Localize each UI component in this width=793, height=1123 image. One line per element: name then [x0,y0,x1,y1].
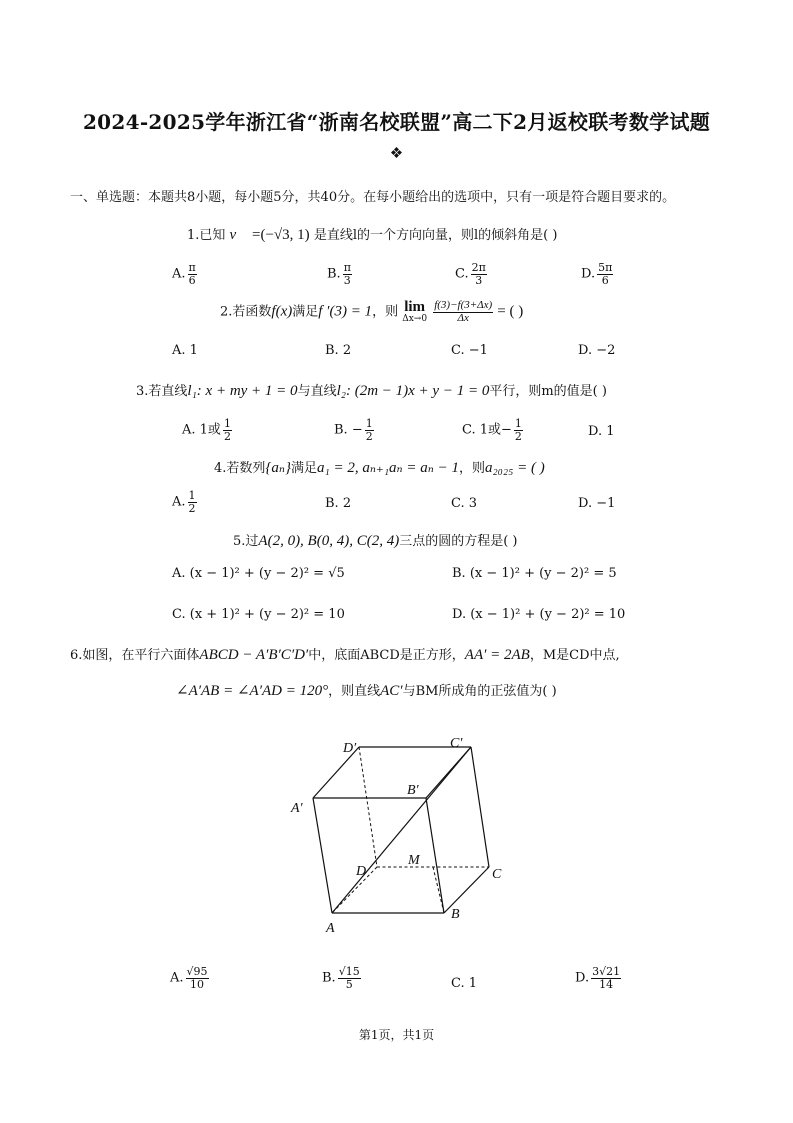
question-6-stem-line1 [70,644,620,664]
title-ornament: ❖ [389,144,404,162]
q2-option-b: B. 2 [325,343,352,358]
q2-condition: f ′(3) = 1 [318,303,373,320]
diagonal-a-c1 [332,747,471,913]
q2-end: = ( ) [497,303,524,320]
q6-option-a [170,966,209,990]
q6-line-ac: AC′ [380,683,403,699]
q4-option-c: C. 3 [451,496,478,511]
q1-c-den: 3 [475,273,483,287]
q6-a-num: √95 [186,965,208,978]
q3-text3: 平行，则m的值是( ) [489,384,607,399]
q4-condition: a₁ = 2, aₙ₊₁aₙ = aₙ − 1 [317,460,459,476]
q4-target: a₂₀₂₅ = ( ) [484,460,545,476]
hidden-edge-d1-d [359,747,377,867]
q1-option-b-fraction [343,262,352,286]
q6-text2: 中，底面ABCD是正方形， [308,648,465,663]
q1-b-den: 3 [343,273,351,287]
edge-b1-b [426,798,444,913]
q6-solid: ABCD − A′B′C′D′ [199,647,309,663]
q6-a-den: 10 [190,977,205,991]
q1-suffix: 是直线l的一个方向向量，则l的倾斜角是( ) [313,228,558,243]
q1-option-a [172,262,197,286]
hidden-edge-d-a [332,867,377,913]
q6-option-d [575,966,621,990]
q3-option-b-label: B. − [334,422,363,438]
q2-prefix: 2.若函数 [220,304,272,320]
q2-mid: 满足 [292,304,319,320]
q1-option-d [581,262,613,286]
q1-a-num: π [188,261,196,274]
edge-a1-a [313,798,332,913]
q1-vector: v⃗ [229,227,248,243]
q3-option-a-fraction [223,418,232,442]
question-5-stem [233,530,518,550]
question-6-stem-line2 [176,680,557,700]
q2-function: f(x) [271,303,293,320]
q6-option-d-label: D. [575,970,590,986]
label-m: M [408,853,420,868]
q5-text2: 三点的圆的方程是( ) [399,534,518,549]
q5-points: A(2, 0), B(0, 4), C(2, 4) [258,533,400,549]
q4-option-b: B. 2 [325,496,352,511]
q6-option-a-label: A. [170,970,184,986]
q6-text5: 与BM所成角的正弦值为( ) [402,684,557,699]
hidden-segment-m-b [433,867,444,913]
q5-option-d: D. (x − 1)² + (y − 2)² = 10 [452,607,626,622]
q3-line1: l₁: x + my + 1 = 0 [187,383,298,399]
q2-limit [402,300,427,324]
q5-option-a: A. (x − 1)² + (y − 2)² = √5 [172,566,345,581]
q6-option-a-fraction [186,966,209,990]
q3-text2: 与直线 [297,384,337,399]
q1-b-num: π [343,261,351,274]
q4-a-den: 2 [188,501,196,515]
label-d: D [356,864,367,879]
question-1-stem [187,224,557,244]
q1-d-den: 6 [601,273,609,287]
q6-d-num: 3√21 [592,965,621,978]
q1-option-a-label: A. [172,266,186,282]
q3-c-num: 1 [514,417,522,430]
q1-option-d-fraction [597,262,613,286]
parallelepiped-figure [290,730,520,940]
q6-option-b-label: B. [322,970,336,986]
q6-b-den: 5 [345,977,353,991]
q6-condition: AA′ = 2AB [464,647,530,663]
q1-d-num: 5π [598,261,613,274]
q2-limit-fraction [433,300,493,324]
q6-angle: ∠A′AB = ∠A′AD = 120° [176,683,329,699]
q3-option-c-label: C. 1或− [462,422,512,438]
edge-c1-c [471,747,489,867]
q3-option-b [334,418,374,442]
q2-option-a: A. 1 [172,343,198,358]
q2-then: ，则 [372,304,399,320]
q4-text3: ，则 [458,461,485,476]
q3-b-den: 2 [365,429,373,443]
q3-option-d: D. 1 [588,424,615,439]
q1-option-c-label: C. [455,266,469,282]
q4-option-a [172,490,197,514]
q3-option-a [182,418,232,442]
q2-fraction-num: f(3)−f(3+Δx) [434,299,493,311]
q6-option-c: C. 1 [451,976,478,991]
q5-option-b: B. (x − 1)² + (y − 2)² = 5 [452,566,617,581]
q4-option-d: D. −1 [578,496,616,511]
question-4-stem [214,457,545,477]
page-title: 2024-2025学年浙江省“浙南名校联盟”高二下2月返校联考数学试题 [82,110,711,134]
q4-a-num: 1 [188,489,196,502]
q2-lim-sub: Δx→0 [402,314,428,325]
q4-text2: 满足 [290,461,317,476]
q5-option-c: C. (x + 1)² + (y − 2)² = 10 [172,607,345,622]
q3-option-c [462,418,523,442]
q4-sequence: {aₙ} [265,460,291,476]
section-heading: 一、单选题：本题共8小题，每小题5分，共40分。在每小题给出的选项中，只有一项是符合题目要求的。 [70,190,676,205]
q4-option-a-fraction [188,490,197,514]
label-a: A [326,921,335,936]
q1-option-c [455,262,487,286]
label-c1: C′ [450,736,463,751]
q6-text3: ，M是CD中点, [529,648,620,663]
q6-option-b-fraction [338,966,361,990]
q3-c-den: 2 [514,429,522,443]
page-footer: 第1页，共1页 [358,1028,435,1042]
label-d1: D′ [343,741,357,756]
q6-b-num: √15 [338,965,360,978]
q1-option-a-fraction [188,262,197,286]
q1-option-c-fraction [471,262,487,286]
q6-text4: ，则直线 [328,684,381,699]
q2-option-d: D. −2 [578,343,616,358]
q5-text1: 5.过 [233,534,259,549]
q6-option-d-fraction [591,966,621,990]
q1-option-b-label: B. [327,266,341,282]
q3-line2: l₂: (2m − 1)x + y − 1 = 0 [336,383,490,399]
q4-option-a-label: A. [172,494,186,510]
q1-a-den: 6 [188,273,196,287]
q3-a-num: 1 [223,417,231,430]
q6-option-b [322,966,361,990]
q4-text1: 4.若数列 [214,461,266,476]
q6-d-den: 14 [599,977,614,991]
label-a1: A′ [291,801,303,816]
q3-b-num: 1 [365,417,373,430]
q3-text1: 3.若直线 [136,384,188,399]
q3-option-b-fraction [365,418,374,442]
q3-option-c-fraction [514,418,523,442]
q1-option-b [327,262,352,286]
q1-option-d-label: D. [581,266,596,282]
question-2-stem [220,300,523,324]
label-b1: B′ [407,783,419,798]
q2-fraction-den: Δx [457,311,469,324]
q3-a-den: 2 [223,429,231,443]
label-c: C [492,867,502,882]
q6-text1: 6.如图，在平行六面体 [70,648,200,663]
q2-lim-word: lim [404,299,426,316]
question-3-stem [136,380,607,400]
q3-option-a-label: A. 1或 [182,422,221,438]
q1-c-num: 2π [471,261,486,274]
label-b: B [451,907,460,922]
q1-prefix: 1.已知 [187,228,226,243]
q2-option-c: C. −1 [451,343,488,358]
q1-vector-value: =(−√3, 1) [252,227,310,243]
